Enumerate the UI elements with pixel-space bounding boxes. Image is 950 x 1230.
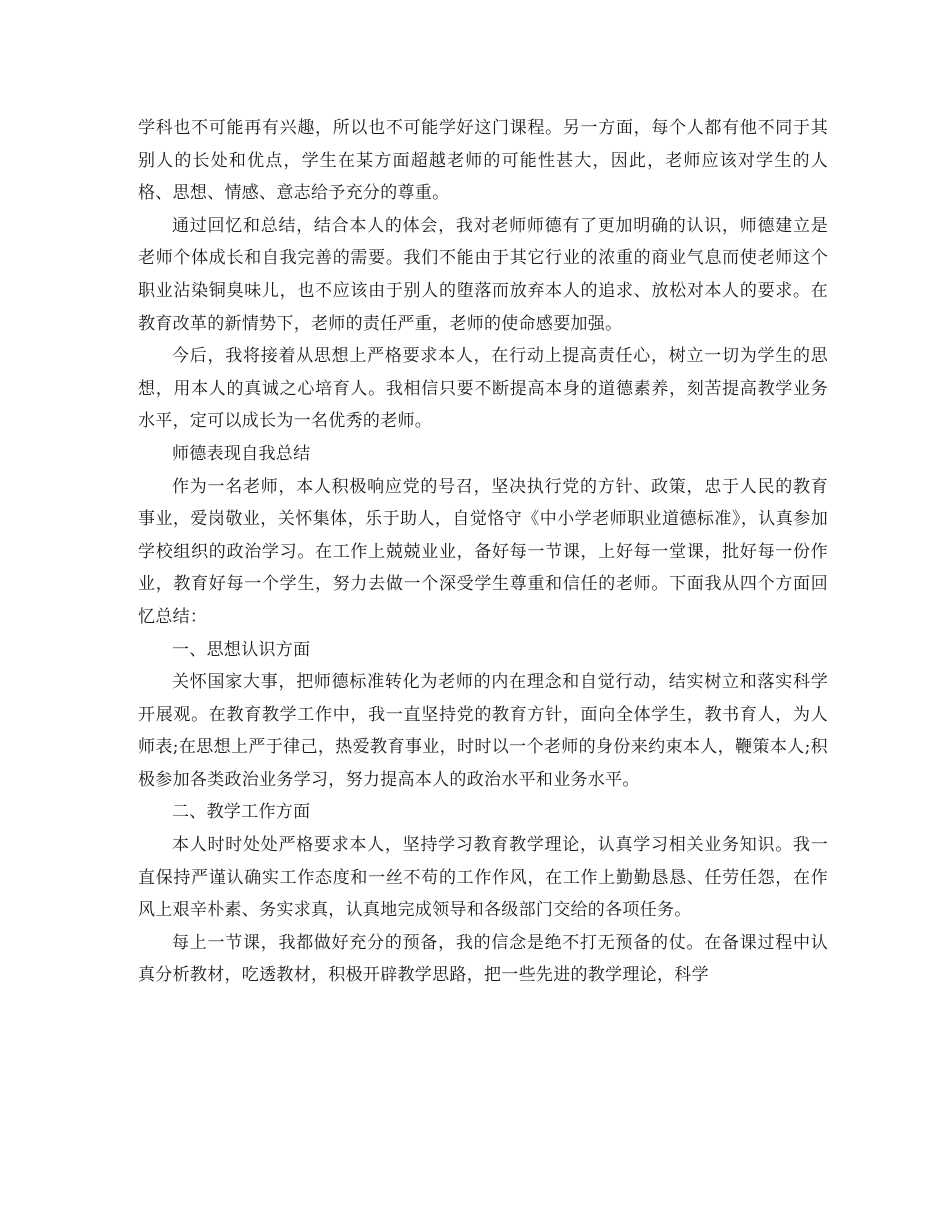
section-title: 师德表现自我总结 (172, 443, 311, 464)
paragraph: 作为一名老师，本人积极响应党的号召，坚决执行党的方针、政策，忠于人民的教育事业，爱岗敬业，关怀集体，乐于助人，自觉恪守《中小学老师职业道德标准》，认真参加学校组织的政治学习。在工作上兢兢业业，备好每一节课，上好每一堂课，批好每一份作业，教育好每一个学生，努力去做一个深受学生尊重和信任的老师。下面我从四个方面回忆总结： (138, 476, 828, 627)
paragraph: 通过回忆和总结，结合本人的体会，我对老师师德有了更加明确的认识，师德建立是老师个体成长和自我完善的需要。我们不能由于其它行业的浓重的商业气息而使老师这个职业沾染铜臭味儿，也不应该由于别人的堕落而放弃本人的追求、放松对本人的要求。在教育改革的新情势下，老师的责任严重，老师的使命感要加强。 (138, 215, 828, 334)
section-heading: 一、思想认识方面 (172, 639, 311, 660)
paragraph-continued: 学科也不可能再有兴趣，所以也不可能学好这门课程。另一方面，每个人都有他不同于其别人的长处和优点，学生在某方面超越老师的可能性甚大，因此，老师应该对学生的人格、思想、情感、意志给予充分的尊重。 (138, 118, 828, 204)
paragraph: 今后，我将接着从思想上严格要求本人，在行动上提高责任心，树立一切为学生的思想，用本人的真诚之心培育人。我相信只要不断提高本身的道德素养，刻苦提高教学业务水平，定可以成长为一名优秀的老师。 (138, 346, 828, 432)
section-heading: 二、教学工作方面 (172, 802, 311, 823)
document-body (138, 112, 828, 992)
paragraph: 本人时时处处严格要求本人，坚持学习教育教学理论，认真学习相关业务知识。我一直保持严谨认确实工作态度和一丝不苟的工作作风，在工作上勤勤恳恳、任劳任怨，在作风上艰辛朴素、务实求真，认真地完成领导和各级部门交给的各项任务。 (138, 835, 828, 921)
paragraph: 每上一节课，我都做好充分的预备，我的信念是绝不打无预备的仗。在备课过程中认真分析教材，吃透教材，积极开辟教学思路，把一些先进的教学理论，科学 (138, 932, 828, 986)
paragraph: 关怀国家大事，把师德标准转化为老师的内在理念和自觉行动，结实树立和落实科学开展观。在教育教学工作中，我一直坚持党的教育方针，面向全体学生，教书育人，为人师表;在思想上严于律己，热爱教育事业，时时以一个老师的身份来约束本人，鞭策本人;积极参加各类政治业务学习，努力提高本人的政治水平和业务水平。 (138, 672, 828, 790)
